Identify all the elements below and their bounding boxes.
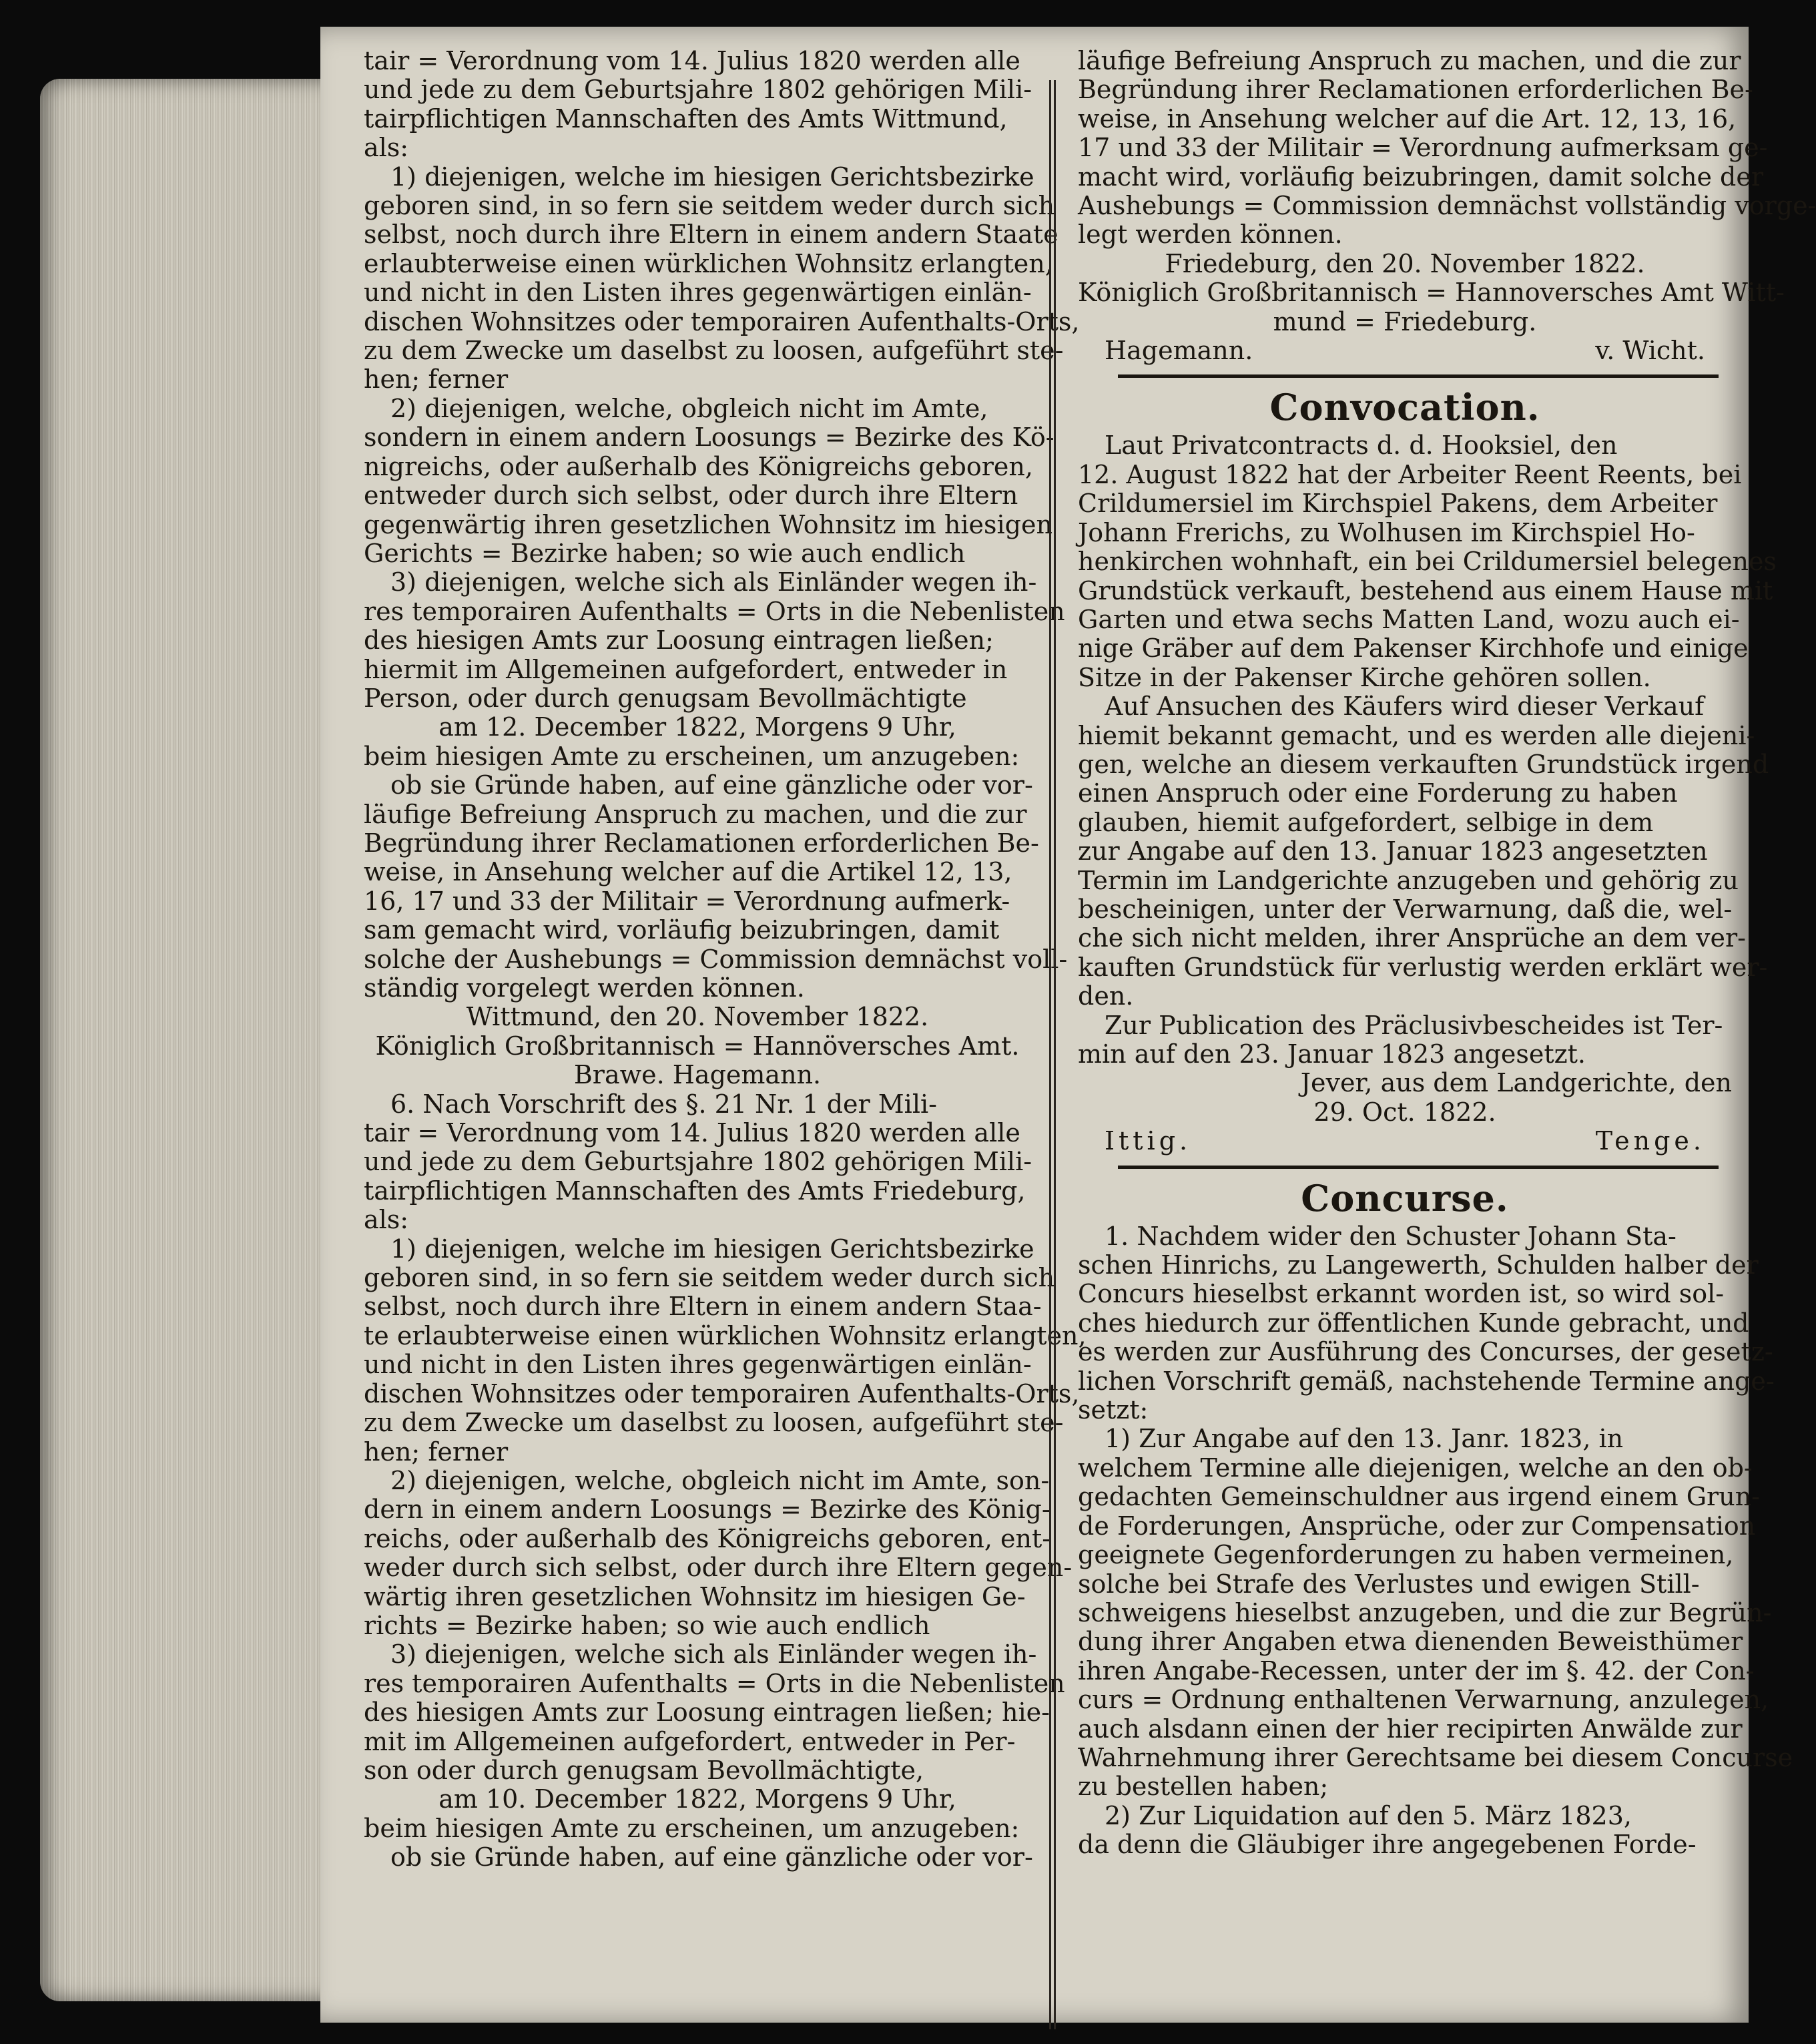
text-line: läufige Befreiung Anspruch zu machen, und die zur	[364, 799, 1027, 829]
friedeburg-notice-continuation	[1078, 46, 1816, 336]
convocation-signatures	[1078, 1127, 1732, 1156]
text-line: als:	[364, 133, 409, 163]
text-line: Johann Frerichs, zu Wolhusen im Kirchspiel Ho-	[1078, 517, 1695, 547]
text-line: 6. Nach Vorschrift des §. 21 Nr. 1 der Mili-	[390, 1089, 937, 1119]
text-line: hen; ferner	[364, 364, 509, 395]
text-line: Brawe. Hagemann.	[573, 1060, 822, 1090]
text-line: henkirchen wohnhaft, ein bei Crildumersiel belegenes	[1078, 547, 1777, 577]
signature-ittig: Ittig.	[1105, 1126, 1192, 1156]
text-line: hen; ferner	[364, 1437, 509, 1467]
text-line: am 10. December 1822, Morgens 9 Uhr,	[438, 1784, 956, 1814]
text-line: mund = Friedeburg.	[1273, 306, 1537, 336]
text-line: Zur Publication des Präclusivbescheides ist Ter-	[1105, 1010, 1723, 1040]
text-line: res temporairen Aufenthalts = Orts in die Nebenlisten	[364, 596, 1065, 626]
text-line: 17 und 33 der Militair = Verordnung aufmerksam ge-	[1078, 133, 1768, 163]
column-divider	[1049, 80, 1056, 2029]
concurse-body	[1078, 1221, 1793, 1860]
text-line: nigreichs, oder außerhalb des Königreichs geboren,	[364, 451, 1033, 481]
text-line: Aushebungs = Commission demnächst vollständig vorge-	[1078, 191, 1816, 221]
text-line: zu dem Zwecke um daselbst zu loosen, aufgeführt ste-	[364, 1408, 1064, 1438]
text-line: Garten und etwa sechs Matten Land, wozu auch ei-	[1078, 604, 1740, 634]
text-line: weder durch sich selbst, oder durch ihre Eltern gegen-	[364, 1553, 1073, 1583]
text-line: Laut Privatcontracts d. d. Hooksiel, den	[1105, 431, 1618, 461]
text-line: zur Angabe auf den 13. Januar 1823 angesetzten	[1078, 836, 1708, 866]
text-line: schweigens hieselbst anzugeben, und die zur Begrün-	[1078, 1597, 1772, 1627]
text-line: Begründung ihrer Reclamationen erforderlichen Be-	[1078, 75, 1753, 105]
book-page-edges	[40, 79, 354, 2001]
text-line: 1) diejenigen, welche im hiesigen Gerichtsbezirke	[390, 162, 1034, 192]
text-line: de Forderungen, Ansprüche, oder zur Compensation	[1078, 1511, 1756, 1541]
text-line: tair = Verordnung vom 14. Julius 1820 werden alle	[364, 1118, 1020, 1148]
text-line: hiemit bekannt gemacht, und es werden alle diejeni-	[1078, 720, 1755, 750]
text-line: 2) diejenigen, welche, obgleich nicht im Amte,	[390, 393, 988, 423]
text-line: tairpflichtigen Mannschaften des Amts Friedeburg,	[364, 1176, 1026, 1206]
text-line: Grundstück verkauft, bestehend aus einem Hause mit	[1078, 575, 1773, 605]
text-line: Concurs hieselbst erkannt worden ist, so wird sol-	[1078, 1279, 1725, 1309]
text-line: läufige Befreiung Anspruch zu machen, und die zur	[1078, 46, 1741, 75]
text-line: und nicht in den Listen ihres gegenwärtigen einlän-	[364, 278, 1032, 308]
text-line: solche der Aushebungs = Commission demnächst voll-	[364, 944, 1068, 974]
text-line: beim hiesigen Amte zu erscheinen, um anzugeben:	[364, 741, 1020, 771]
text-line: 1) Zur Angabe auf den 13. Janr. 1823, in	[1105, 1424, 1624, 1454]
text-line: Sitze in der Pakenser Kirche gehören sollen.	[1078, 662, 1651, 692]
section-rule	[1118, 374, 1719, 378]
text-line: weise, in Ansehung welcher auf die Artikel 12, 13,	[364, 857, 1012, 887]
text-line: mit im Allgemeinen aufgefordert, entweder in Per-	[364, 1726, 1016, 1756]
text-line: geboren sind, in so fern sie seitdem weder durch sich	[364, 191, 1055, 221]
text-line: hiermit im Allgemeinen aufgefordert, entweder in	[364, 654, 1008, 684]
text-line: Wahrnehmung ihrer Gerechtsame bei diesem Concurse	[1078, 1742, 1793, 1772]
text-line: und nicht in den Listen ihres gegenwärtigen einlän-	[364, 1350, 1032, 1380]
text-line: und jede zu dem Geburtsjahre 1802 gehörigen Mili-	[364, 75, 1032, 105]
text-line: als:	[364, 1205, 409, 1235]
text-line: schen Hinrichs, zu Langewerth, Schulden halber der	[1078, 1250, 1759, 1280]
text-line: zu bestellen haben;	[1078, 1772, 1329, 1802]
text-line: erlaubterweise einen würklichen Wohnsitz erlangten,	[364, 248, 1053, 278]
text-line: Königlich Großbritannisch = Hannoversches Amt Witt-	[1078, 278, 1785, 308]
text-line: dischen Wohnsitzes oder temporairen Aufenthalts-Orts,	[364, 1378, 1080, 1409]
text-line: glauben, hiemit aufgefordert, selbige in dem	[1078, 807, 1654, 837]
text-line: 1) diejenigen, welche im hiesigen Gerichtsbezirke	[390, 1234, 1034, 1264]
text-line: Crildumersiel im Kirchspiel Pakens, dem Arbeiter	[1078, 489, 1718, 519]
text-line: dern in einem andern Loosungs = Bezirke des König-	[364, 1495, 1050, 1525]
text-line: es werden zur Ausführung des Concurses, der gesetz-	[1078, 1337, 1773, 1367]
text-line: 29. Oct. 1822.	[1313, 1097, 1496, 1127]
text-line: Jever, aus dem Landgerichte, den	[1300, 1068, 1732, 1098]
text-line: da denn die Gläubiger ihre angegebenen Forde-	[1078, 1830, 1697, 1860]
text-line: richts = Bezirke haben; so wie auch endlich	[364, 1610, 930, 1640]
text-line: 2) diejenigen, welche, obgleich nicht im Amte, son-	[390, 1465, 1050, 1495]
text-line: ob sie Gründe haben, auf eine gänzliche oder vor-	[390, 770, 1033, 800]
text-line: che sich nicht melden, ihrer Ansprüche an dem ver-	[1078, 923, 1746, 953]
text-line: legt werden können.	[1078, 220, 1343, 250]
text-line: tairpflichtigen Mannschaften des Amts Wittmund,	[364, 103, 1008, 134]
text-line: reichs, oder außerhalb des Königreichs geboren, ent-	[364, 1523, 1051, 1553]
concurse-heading: Concurse.	[1301, 1176, 1509, 1220]
text-line: entweder durch sich selbst, oder durch ihre Eltern	[364, 481, 1018, 511]
signature-tenge: Tenge.	[1595, 1126, 1705, 1156]
text-line: 3) diejenigen, welche sich als Einländer wegen ih-	[390, 1639, 1037, 1670]
text-line: kauften Grundstück für verlustig werden erklärt wer-	[1078, 952, 1768, 982]
text-line: Begründung ihrer Reclamationen erforderlichen Be-	[364, 828, 1039, 858]
text-line: 1. Nachdem wider den Schuster Johann Sta-	[1105, 1221, 1677, 1251]
convocation-heading: Convocation.	[1269, 386, 1540, 429]
text-line: ständig vorgelegt werden können.	[364, 973, 805, 1003]
text-line: 12. August 1822 hat der Arbeiter Reent Reents, bei	[1078, 459, 1742, 489]
text-line: einen Anspruch oder eine Forderung zu haben	[1078, 778, 1678, 808]
text-line: macht wird, vorläufig beizubringen, damit solche der	[1078, 162, 1764, 192]
text-line: nige Gräber auf dem Pakenser Kirchhofe und einige	[1078, 633, 1749, 664]
text-line: ihren Angabe-Recessen, unter der im §. 42. der Con-	[1078, 1655, 1755, 1686]
text-line: und jede zu dem Geburtsjahre 1802 gehörigen Mili-	[364, 1147, 1032, 1177]
text-line: sondern in einem andern Loosungs = Bezirke des Kö-	[364, 423, 1054, 453]
text-line: gen, welche an diesem verkauften Grundstück irgend	[1078, 749, 1769, 779]
text-line: Friedeburg, den 20. November 1822.	[1165, 248, 1645, 278]
text-line: Gerichts = Bezirke haben; so wie auch endlich	[364, 538, 966, 568]
text-line: Auf Ansuchen des Käufers wird dieser Verkauf	[1105, 692, 1705, 722]
text-line: geeignete Gegenforderungen zu haben vermeinen,	[1078, 1540, 1734, 1570]
text-line: selbst, noch durch ihre Eltern in einem andern Staa-	[364, 1292, 1042, 1322]
text-line: 2) Zur Liquidation auf den 5. März 1823,	[1105, 1800, 1632, 1830]
text-line: dung ihrer Angaben etwa dienenden Beweisthümer	[1078, 1627, 1743, 1657]
text-line: setzt:	[1078, 1395, 1149, 1425]
text-line: auch alsdann einen der hier recipirten Anwälde zur	[1078, 1714, 1743, 1744]
right-column	[1078, 46, 1816, 1860]
text-line: ches hiedurch zur öffentlichen Kunde gebracht, und	[1078, 1308, 1749, 1338]
text-line: ob sie Gründe haben, auf eine gänzliche oder vor-	[390, 1842, 1033, 1872]
text-line: geboren sind, in so fern sie seitdem weder durch sich	[364, 1263, 1055, 1293]
text-line: welchem Termine alle diejenigen, welche an den ob-	[1078, 1453, 1753, 1483]
text-line: te erlaubterweise einen würklichen Wohnsitz erlangten,	[364, 1320, 1087, 1350]
text-line: beim hiesigen Amte zu erscheinen, um anzugeben:	[364, 1813, 1020, 1843]
text-line: son oder durch genugsam Bevollmächtigte,	[364, 1755, 924, 1785]
text-line: Termin im Landgerichte anzugeben und gehörig zu	[1078, 865, 1739, 895]
section-rule	[1118, 1166, 1719, 1169]
text-line: des hiesigen Amts zur Loosung eintragen ließen;	[364, 625, 994, 656]
friedeburg-signatures	[1078, 336, 1732, 365]
signature-hagemann: Hagemann.	[1105, 336, 1253, 366]
text-line: dischen Wohnsitzes oder temporairen Aufenthalts-Orts,	[364, 306, 1080, 336]
text-line: weise, in Ansehung welcher auf die Art. 12, 13, 16,	[1078, 103, 1737, 134]
text-line: 3) diejenigen, welche sich als Einländer wegen ih-	[390, 567, 1037, 597]
signature-v-wicht: v. Wicht.	[1595, 336, 1705, 366]
text-line: sam gemacht wird, vorläufig beizubringen, damit	[364, 915, 1000, 945]
text-line: gedachten Gemeinschuldner aus irgend einem Grun-	[1078, 1482, 1761, 1512]
text-line: zu dem Zwecke um daselbst zu loosen, aufgeführt ste-	[364, 336, 1064, 366]
text-line: am 12. December 1822, Morgens 9 Uhr,	[438, 712, 956, 742]
convocation-body	[1078, 431, 1777, 1127]
text-line: curs = Ordnung enthaltenen Verwarnung, anzulegen,	[1078, 1685, 1769, 1715]
text-line: lichen Vorschrift gemäß, nachstehende Termine ange-	[1078, 1366, 1775, 1396]
text-line: min auf den 23. Januar 1823 angesetzt.	[1078, 1039, 1586, 1069]
text-line: den.	[1078, 981, 1134, 1011]
text-line: res temporairen Aufenthalts = Orts in die Nebenlisten	[364, 1668, 1065, 1698]
text-line: wärtig ihren gesetzlichen Wohnsitz im hiesigen Ge-	[364, 1581, 1026, 1611]
text-line: gegenwärtig ihren gesetzlichen Wohnsitz im hiesigen	[364, 509, 1052, 539]
text-line: Person, oder durch genugsam Bevollmächtigte	[364, 683, 967, 713]
text-line: des hiesigen Amts zur Loosung eintragen ließen; hie-	[364, 1698, 1050, 1728]
text-line: selbst, noch durch ihre Eltern in einem andern Staate	[364, 220, 1058, 250]
text-line: Königlich Großbritannisch = Hannöversches Amt.	[375, 1031, 1020, 1061]
text-line: 16, 17 und 33 der Militair = Verordnung aufmerk-	[364, 886, 1010, 916]
left-column	[364, 46, 1087, 1872]
text-line: bescheinigen, unter der Verwarnung, daß die, wel-	[1078, 894, 1733, 924]
text-line: Wittmund, den 20. November 1822.	[466, 1002, 929, 1032]
text-line: tair = Verordnung vom 14. Julius 1820 werden alle	[364, 46, 1020, 75]
text-line: solche bei Strafe des Verlustes und ewigen Still-	[1078, 1569, 1700, 1599]
